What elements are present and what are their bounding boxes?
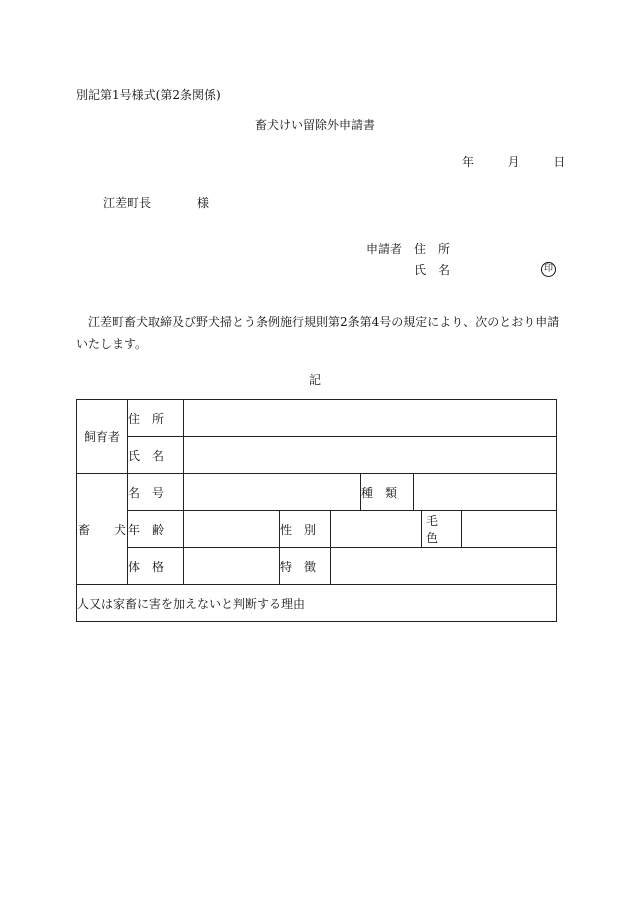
dog-header: 畜 犬 <box>77 474 128 585</box>
dog-breed-field[interactable] <box>414 474 557 511</box>
dog-color-field[interactable] <box>462 511 557 548</box>
application-statement: 江差町畜犬取締及び野犬掃とう条例施行規則第2条第4号の規定により、次のとおり申請いたします。 <box>76 315 560 351</box>
reason-field[interactable] <box>77 585 557 622</box>
dog-features-field[interactable] <box>331 548 557 585</box>
date-year-label: 年 <box>462 155 475 169</box>
dog-color-label: 毛 色 <box>422 511 462 548</box>
dog-name-label: 名 号 <box>128 474 184 511</box>
ki-heading: 記 <box>308 373 321 387</box>
dog-build-label: 体 格 <box>128 548 184 585</box>
owner-address-label: 住 所 <box>128 400 184 437</box>
dog-sex-label: 性 別 <box>280 511 331 548</box>
seal-mark-icon: 印 <box>541 262 556 277</box>
dog-breed-label: 種 類 <box>361 474 414 511</box>
date-line <box>462 156 565 168</box>
addressee-name: 江差町長 <box>103 196 152 210</box>
dog-sex-field[interactable] <box>331 511 422 548</box>
document-title: 畜犬けい留除外申請書 <box>254 118 375 132</box>
applicant-name-label: 氏 名 <box>414 263 451 277</box>
applicant-label: 申請者 <box>366 242 403 256</box>
applicant-address-label: 住 所 <box>414 242 451 256</box>
dog-features-label: 特 徴 <box>280 548 331 585</box>
dog-name-field[interactable] <box>184 474 361 511</box>
owner-address-field[interactable] <box>184 400 557 437</box>
dog-age-label: 年 齢 <box>128 511 184 548</box>
dog-build-field[interactable] <box>184 548 280 585</box>
addressee-honorific: 様 <box>197 196 210 210</box>
owner-name-field[interactable] <box>184 437 557 474</box>
date-month-label: 月 <box>507 155 520 169</box>
owner-header: 飼育者 <box>77 400 128 474</box>
application-table <box>76 399 557 622</box>
dog-age-field[interactable] <box>184 511 280 548</box>
form-reference: 別記第1号様式(第2条関係) <box>76 88 221 102</box>
reason-label: 人又は家畜に害を加えないと判断する理由 <box>77 596 306 611</box>
owner-name-label: 氏 名 <box>128 437 184 474</box>
addressee <box>103 197 209 209</box>
date-day-label: 日 <box>553 155 566 169</box>
